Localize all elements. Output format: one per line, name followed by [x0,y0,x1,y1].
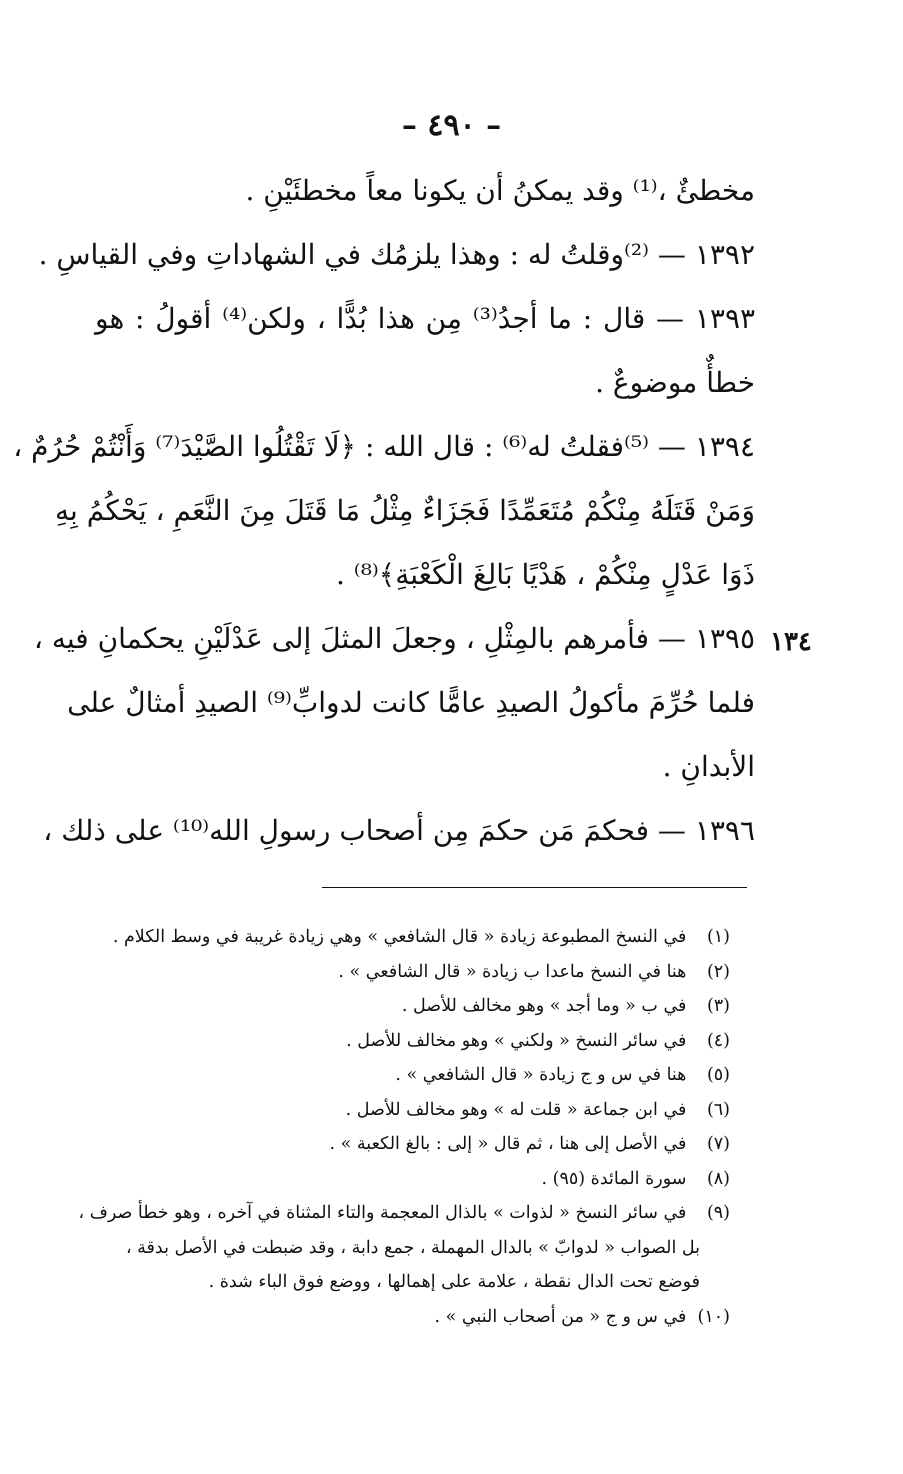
margin-page-number: ١٣٤ [770,627,812,657]
footnotes [78,920,730,1334]
footnote-continuation: بل الصواب « لدوابّ » بالدال المهملة ، جمع دابة ، وقد ضبطت في الأصل بدقة ، [125,1237,700,1258]
text-line: وَمَنْ قَتَلَهُ مِنْكُمْ مُتَعَمِّدًا فَجَزَاءٌ مِثْلُ مَا قَتَلَ مِنَ النَّعَمِ ، يَحْكُمُ بِهِ [54,494,755,527]
text-line: ١٣٩٤ — ⁽⁵⁾فقلتُ له⁽⁶⁾ : قال الله : ﴿لَا تَقْتُلُوا الصَّيْدَ⁽⁷⁾ وَأَنْتُمْ حُرُمٌ ، [13,430,755,463]
footnote-text: في سائر النسخ « ولكني » وهو مخالف للأصل . [346,1030,687,1051]
footnote-text: في الأصل إلى هنا ، ثم قال « إلى : بالغ الكعبة » . [329,1134,687,1154]
footnote [110,1093,730,1128]
footnote-text: هنا في س و ج زيادة « قال الشافعي » . [395,1065,687,1085]
text-line: ذَوَا عَدْلٍ مِنْكُمْ ، هَدْيًا بَالِغَ الْكَعْبَةِ﴾⁽⁸⁾ . [336,558,755,591]
footnote-text: سورة المائدة (٩٥) . [541,1168,687,1189]
text-line: الأبدانِ . [662,750,755,783]
footnote-number: (٧) [706,1134,730,1154]
footnote-number: (٥) [706,1065,730,1085]
footnote [110,1127,730,1162]
footnote-divider [322,887,747,888]
footnote-number: (٩) [706,1203,730,1223]
footnote-text: في سائر النسخ « لذوات » بالذال المعجمة والتاء المثناة في آخره ، وهو خطأ صرف ، [78,1203,687,1223]
footnote [78,1196,730,1231]
text-line: فلما حُرِّمَ مأكولُ الصيدِ عامًّا كانت لدوابِّ⁽⁹⁾ الصيدِ أمثالٌ على [67,686,755,719]
footnote-number: (٤) [706,1030,730,1051]
footnote-text: هنا في النسخ ماعدا ب زيادة « قال الشافعي » . [338,961,687,982]
page-number: – ٤٩٠ – [401,108,502,143]
footnote-text: في ابن جماعة « قلت له » وهو مخالف للأصل . [345,1099,687,1120]
footnote-number: (٣) [706,996,730,1016]
footnote-text: في النسخ المطبوعة زيادة « قال الشافعي » وهي زيادة غريبة في وسط الكلام . [112,927,687,947]
main-text [13,170,756,874]
footnote [110,920,730,955]
text-line: ١٣٩٥ — فأمرهم بالمِثْلِ ، وجعلَ المثلَ إلى عَدْلَيْنِ يحكمانِ فيه ، [33,622,755,655]
text-line: ١٣٩٦ — فحكمَ مَن حكمَ مِن أصحاب رسولِ الله⁽¹⁰⁾ على ذلك ، [43,814,755,847]
footnote [110,989,730,1024]
footnote [110,1300,730,1335]
footnote [110,1058,730,1093]
text-line: خطأٌ موضوعٌ . [595,366,755,399]
footnote-number: (١٠) [697,1306,730,1327]
footnote [110,1024,730,1059]
footnote-text: في س و ج « من أصحاب النبي » . [434,1306,687,1327]
footnote-number: (٦) [706,1099,730,1120]
text-line: ١٣٩٢ — ⁽²⁾وقلتُ له : وهذا يلزمُك في الشهاداتِ وفي القياسِ . [38,238,755,271]
footnote-number: (١) [706,927,730,947]
text-line: مخطئٌ ،⁽¹⁾ وقد يمكنُ أن يكونا معاً مخطئَيْنِ . [245,174,755,207]
footnote-text: في ب « وما أجد » وهو مخالف للأصل . [401,996,687,1016]
footnote-continuation: فوضع تحت الدال نقطة ، علامة على إهمالها ، ووضع فوق الباء شدة . [208,1272,700,1292]
text-line: ١٣٩٣ — قال : ما أجدُ⁽³⁾ مِن هذا بُدًّا ، ولكن⁽⁴⁾ أقولُ : هو [95,302,756,335]
footnote-number: (٢) [706,961,730,982]
footnote [110,1162,730,1197]
footnote-number: (٨) [706,1168,730,1189]
footnote [110,955,730,990]
